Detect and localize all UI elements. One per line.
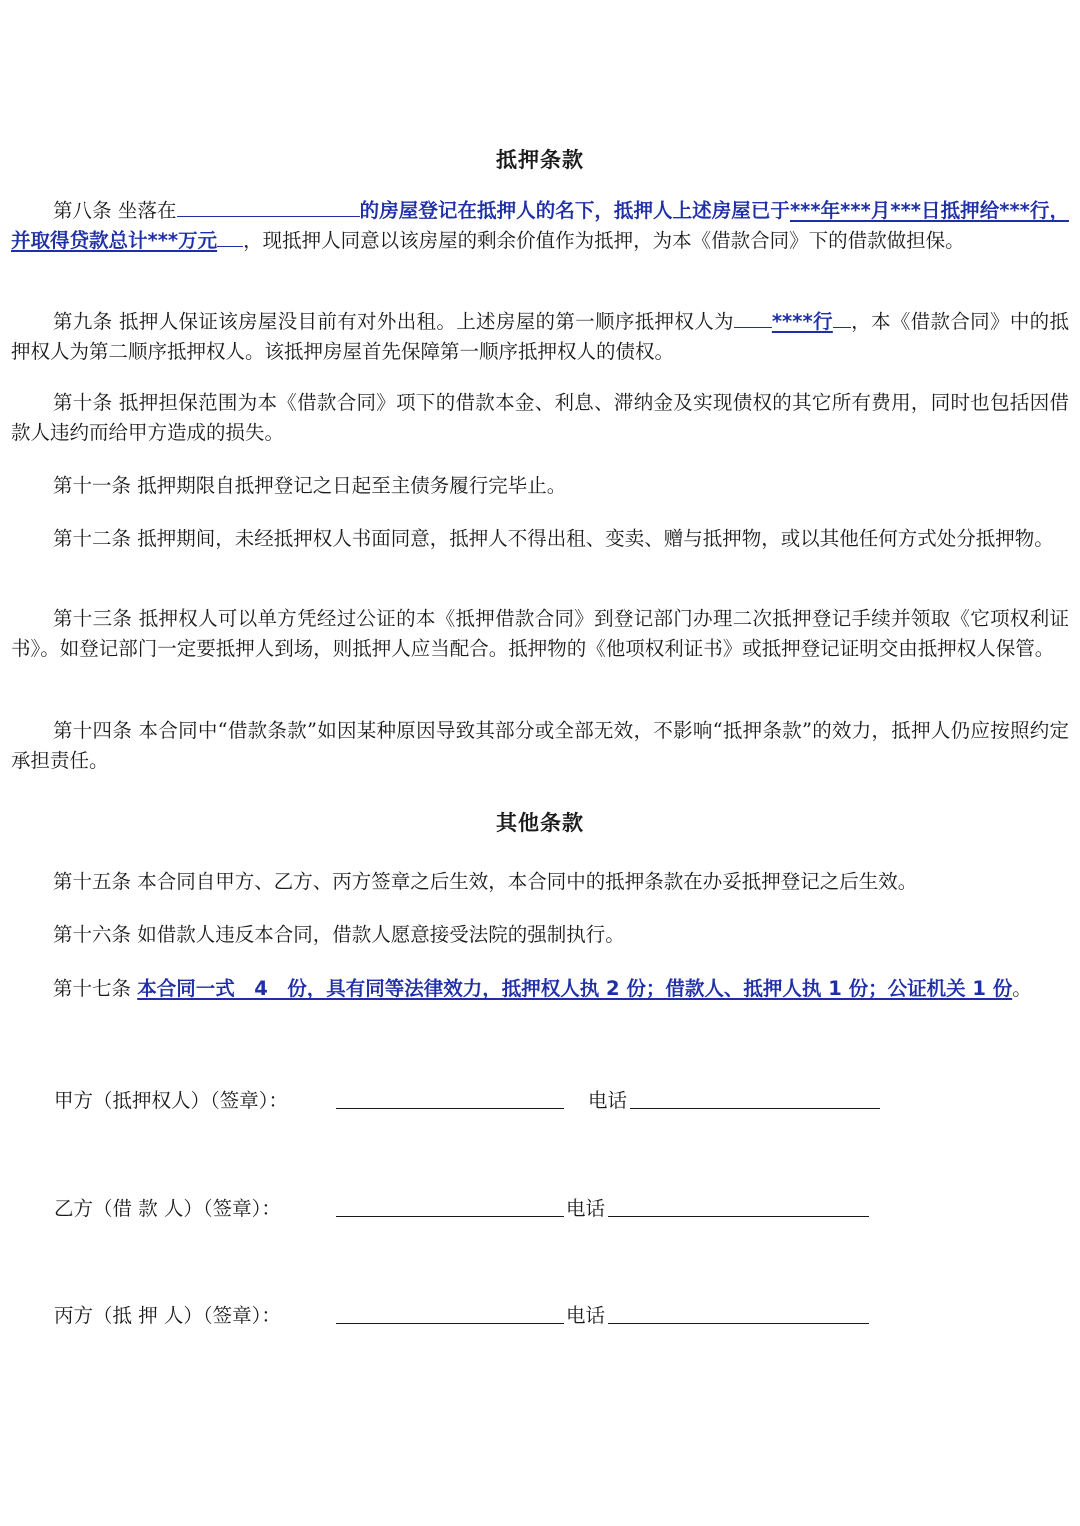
section-title-other: 其他条款	[496, 811, 584, 835]
party-a-phone-line	[630, 1108, 880, 1109]
article-15: 第十五条 本合同自甲方、乙方、丙方签章之后生效，本合同中的抵押条款在办妥抵押登记之后生效。	[53, 870, 918, 893]
first-mortgagee-blank	[734, 309, 772, 328]
article-9	[11, 307, 1069, 366]
article-16: 第十六条 如借款人违反本合同，借款人愿意接受法院的强制执行。	[53, 923, 625, 946]
article-8	[11, 196, 1069, 255]
article-17-lead: 第十七条	[53, 977, 138, 1000]
location-blank	[177, 198, 360, 217]
party-a-signature-line	[336, 1108, 564, 1109]
article-12: 第十二条 抵押期间，未经抵押权人书面同意，抵押人不得出租、变卖、赠与抵押物，或以其他任何方式处分抵押物。	[53, 527, 1054, 550]
party-b-signature-line	[336, 1216, 564, 1217]
party-a-signature-label: 甲方（抵押权人）（签章）：	[54, 1089, 289, 1112]
article-8-registered: 的房屋登记在抵押人的名下，抵押人上述房屋已于	[359, 199, 790, 222]
article-8-prior-mortgage: ***年***月***日抵押给***行，并取得贷款总计***万元	[11, 199, 1069, 252]
party-c-phone-label: 电话	[566, 1304, 606, 1327]
article-9-lead: 第九条 抵押人保证该房屋没目前有对外出租。上述房屋的第一顺序抵押权人为	[53, 310, 734, 333]
party-c-signature-label: 丙方（抵 押 人）（签章）：	[54, 1304, 281, 1327]
first-mortgagee-blank-tail	[833, 309, 851, 328]
party-b-signature-label: 乙方（借 款 人）（签章）：	[54, 1197, 281, 1220]
article-8-lead: 第八条 坐落在	[53, 199, 177, 222]
party-c-phone-line	[608, 1323, 869, 1324]
first-mortgagee-value: ****行	[771, 310, 833, 333]
article-9-tail: ，本《借款合同》中的抵押权人为第二顺序抵押权人。该抵押房屋首先保障第一顺序抵押权人的债权。	[11, 310, 1069, 363]
party-b-phone-label: 电话	[566, 1197, 606, 1220]
article-14: 第十四条 本合同中“借款条款”如因某种原因导致其部分或全部无效，不影响“抵押条款”的效力，抵押人仍应按照约定承担责任。	[11, 719, 1069, 772]
article-17-copies: 本合同一式 4 份，具有同等法律效力，抵押权人执 2 份；借款人、抵押人执 1 份；公证机关 1 份	[137, 977, 1013, 1000]
article-13: 第十三条 抵押权人可以单方凭经过公证的本《抵押借款合同》到登记部门办理二次抵押登记手续并领取《它项权利证书》。如登记部门一定要抵押人到场，则抵押人应当配合。抵押物的《他项权利证书》或抵押登记证明交由抵押权人保管。	[11, 607, 1069, 660]
article-10: 第十条 抵押担保范围为本《借款合同》项下的借款本金、利息、滞纳金及实现债权的其它所有费用，同时也包括因借款人违约而给甲方造成的损失。	[11, 391, 1069, 444]
article-8-tail: ，现抵押人同意以该房屋的剩余价值作为抵押，为本《借款合同》下的借款做担保。	[243, 228, 965, 252]
section-title-mortgage: 抵押条款	[496, 148, 584, 172]
article-11: 第十一条 抵押期限自抵押登记之日起至主债务履行完毕止。	[53, 474, 567, 497]
party-b-phone-line	[608, 1216, 869, 1217]
party-a-phone-label: 电话	[588, 1089, 628, 1112]
article-17	[11, 974, 1069, 1004]
party-c-signature-line	[336, 1323, 564, 1324]
amount-blank	[217, 228, 243, 247]
article-17-tail: 。	[1012, 977, 1032, 1000]
